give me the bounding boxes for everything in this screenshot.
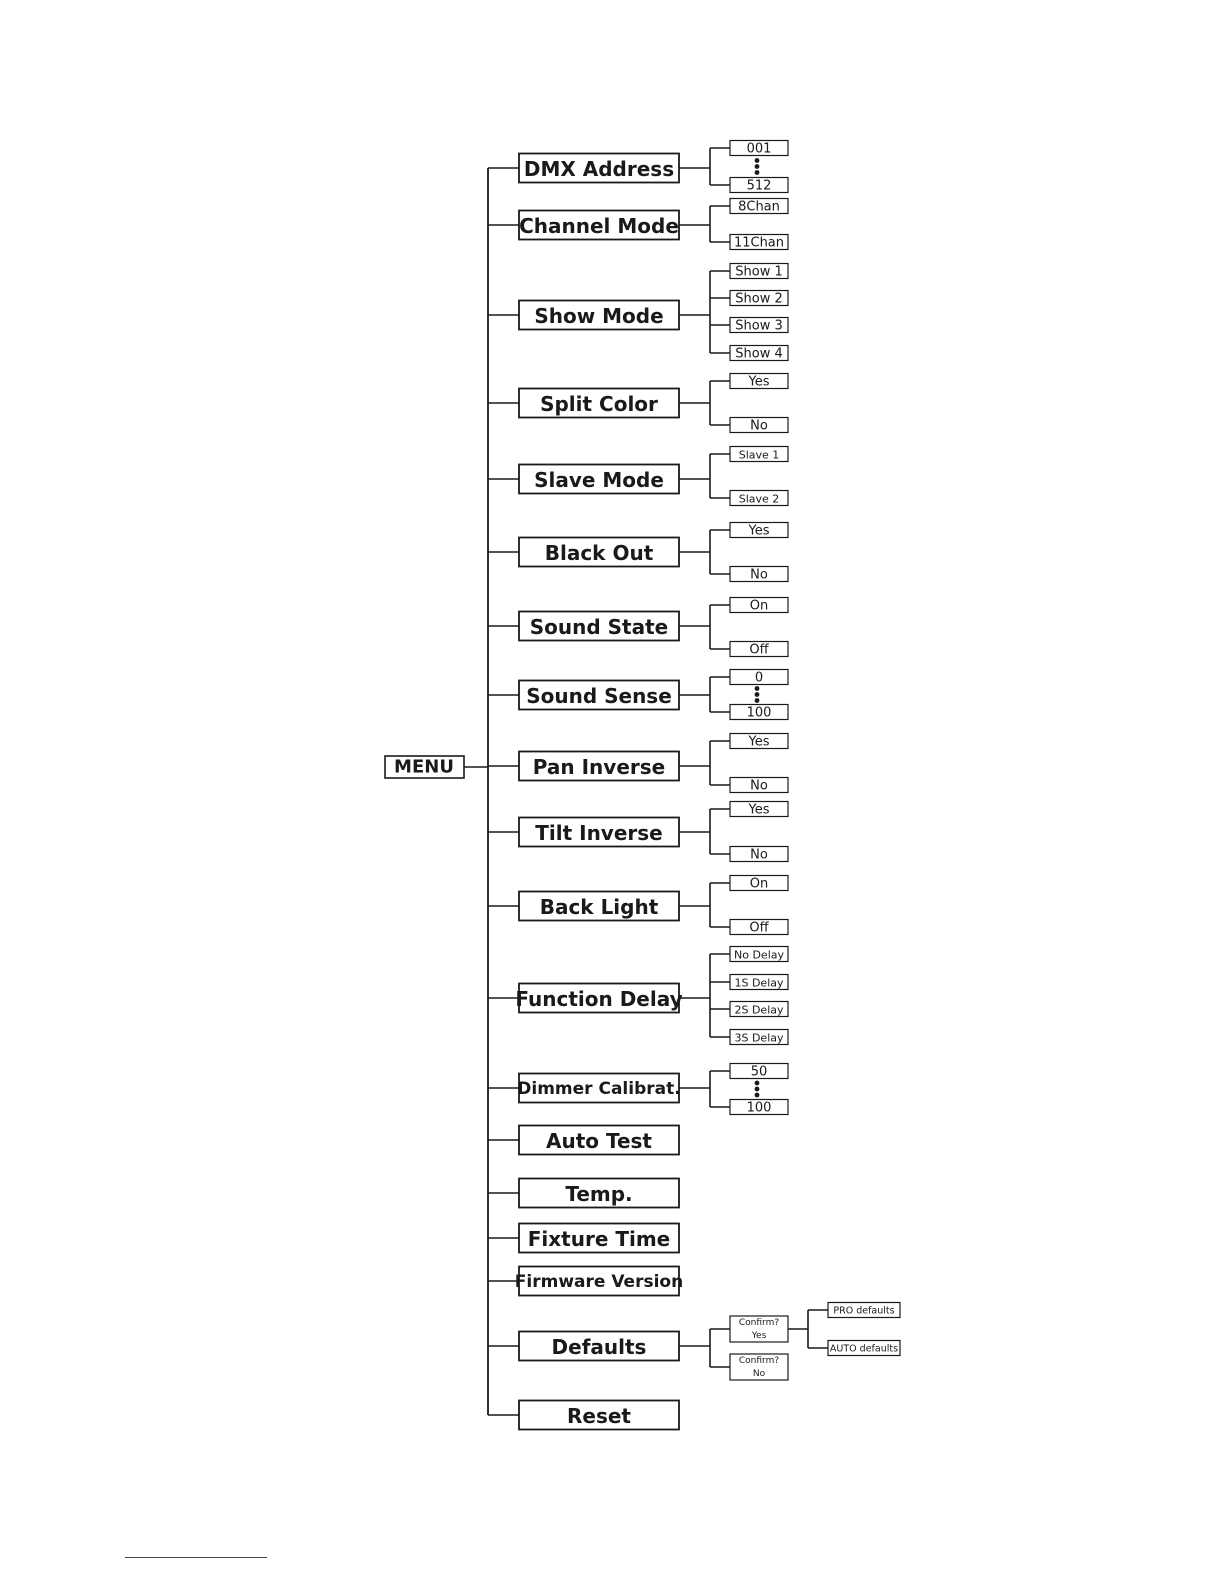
option-label: No xyxy=(752,1369,766,1379)
menu-item-label: Black Out xyxy=(544,541,654,565)
menu-item-label: Function Delay xyxy=(515,987,683,1011)
menu-item-sound-state xyxy=(488,598,788,658)
menu-item-label: DMX Address xyxy=(523,157,675,181)
menu-item-black-out xyxy=(488,523,788,583)
option-label: 11Chan xyxy=(733,235,785,251)
menu-item-label: Slave Mode xyxy=(534,468,664,492)
menu-item-label: Pan Inverse xyxy=(532,755,666,779)
option-label: No xyxy=(750,567,768,583)
option-label: 100 xyxy=(746,705,772,721)
sub-option-label: AUTO defaults xyxy=(829,1343,899,1355)
option-label: Show 2 xyxy=(735,291,783,307)
menu-item-label: Back Light xyxy=(539,895,659,919)
menu-item-dimmer-calibrat xyxy=(488,1064,788,1116)
option-label: No xyxy=(750,778,768,794)
option-label: 512 xyxy=(746,178,772,194)
option-label: Show 3 xyxy=(735,318,783,334)
menu-item-tilt-inverse xyxy=(488,802,788,863)
option-label: 001 xyxy=(746,141,772,157)
option-label: Off xyxy=(749,642,769,658)
menu-root-label: MENU xyxy=(394,756,454,778)
menu-item-back-light xyxy=(488,876,788,936)
menu-item-label: Defaults xyxy=(551,1335,647,1359)
option-label: 1S Delay xyxy=(734,976,784,990)
menu-item-temp xyxy=(488,1179,679,1208)
menu-item-label: Temp. xyxy=(565,1182,633,1206)
range-dot xyxy=(755,164,760,169)
option-label: Slave 1 xyxy=(738,448,780,462)
menu-item-label: Split Color xyxy=(540,392,658,416)
option-label: No xyxy=(750,418,768,434)
menu-item-label: Tilt Inverse xyxy=(535,821,663,845)
menu-item-label: Reset xyxy=(567,1404,631,1428)
menu-item-channel-mode xyxy=(488,199,788,251)
menu-item-dmx-address xyxy=(488,141,788,194)
menu-item-firmware-version xyxy=(488,1267,683,1296)
footer-rule xyxy=(125,1557,267,1558)
range-dot xyxy=(755,170,760,175)
menu-item-label: Sound State xyxy=(529,615,669,639)
option-label: Yes xyxy=(748,734,770,750)
range-dot xyxy=(755,698,760,703)
option-label: Show 4 xyxy=(735,346,783,362)
menu-item-label: Channel Mode xyxy=(519,214,679,238)
sub-option-label: PRO defaults xyxy=(833,1305,895,1317)
range-dot xyxy=(755,1081,760,1086)
menu-item-label: Dimmer Calibrat. xyxy=(517,1079,681,1099)
range-dot xyxy=(755,158,760,163)
option-label: Confirm? xyxy=(738,1356,780,1366)
option-label: Confirm? xyxy=(738,1318,780,1328)
option-label: No Delay xyxy=(734,948,784,962)
option-label: 2S Delay xyxy=(734,1003,784,1017)
menu-item-split-color xyxy=(488,374,788,434)
menu-item-reset xyxy=(488,1401,679,1430)
menu-item-pan-inverse xyxy=(488,734,788,794)
option-label: Yes xyxy=(748,374,770,390)
menu-item-slave-mode xyxy=(488,447,788,506)
option-label: Show 1 xyxy=(735,264,783,280)
menu-item-auto-test xyxy=(488,1126,679,1155)
option-label: 0 xyxy=(754,670,764,686)
option-label: Off xyxy=(749,920,769,936)
range-dot xyxy=(755,692,760,697)
option-label: 8Chan xyxy=(738,199,780,215)
option-label: On xyxy=(749,876,769,892)
menu-item-label: Show Mode xyxy=(534,304,664,328)
menu-item-defaults xyxy=(488,1303,900,1381)
menu-item-function-delay xyxy=(488,947,788,1045)
option-label: Slave 2 xyxy=(738,492,780,506)
menu-item-label: Auto Test xyxy=(546,1129,652,1153)
option-label: 100 xyxy=(746,1100,772,1116)
menu-item-show-mode xyxy=(488,264,788,362)
option-label: No xyxy=(750,847,768,863)
option-label: Yes xyxy=(748,802,770,818)
option-label: Yes xyxy=(751,1331,767,1341)
range-dot xyxy=(755,686,760,691)
option-label: 3S Delay xyxy=(734,1031,784,1045)
option-label: Yes xyxy=(748,523,770,539)
menu-item-label: Fixture Time xyxy=(527,1227,671,1251)
option-label: 50 xyxy=(750,1064,768,1080)
range-dot xyxy=(755,1087,760,1092)
menu-item-fixture-time xyxy=(488,1224,679,1253)
menu-item-label: Firmware Version xyxy=(514,1272,684,1292)
option-label: On xyxy=(749,598,769,614)
menu-item-label: Sound Sense xyxy=(526,684,672,708)
range-dot xyxy=(755,1093,760,1098)
menu-item-sound-sense xyxy=(488,670,788,721)
